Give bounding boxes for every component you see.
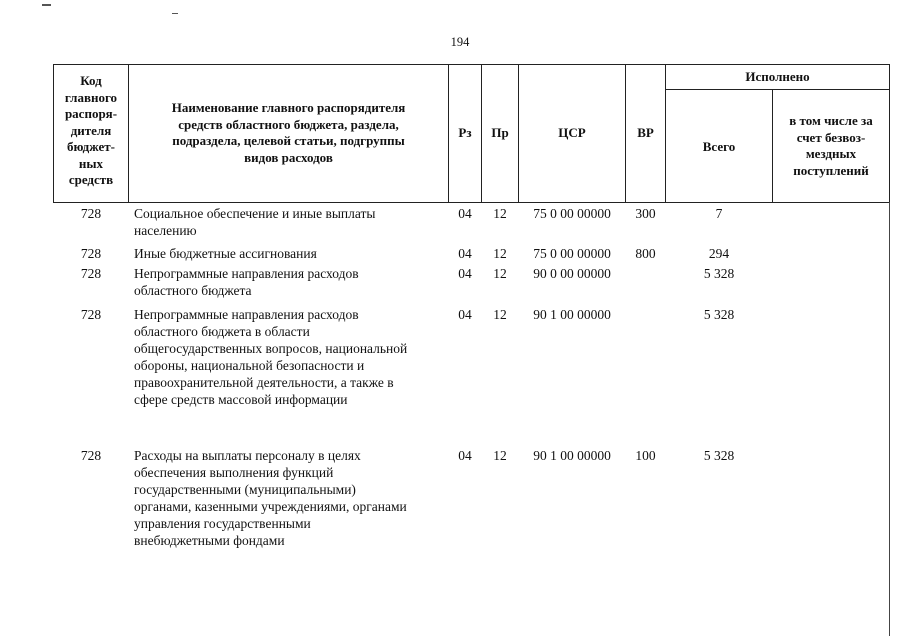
header-csr: ЦСР	[558, 125, 586, 140]
cell-rz: 04	[458, 246, 472, 261]
cell-pr: 12	[493, 307, 507, 322]
cell-pr: 12	[493, 206, 507, 221]
cell-csr: 90 1 00 00000	[533, 307, 611, 322]
header-executed: Исполнено	[745, 69, 810, 84]
cell-name: Непрограммные направления расходов областного бюджета	[134, 266, 359, 298]
cell-name: Расходы на выплаты персоналу в целях обеспечения выполнения функций государственными (муниципальными) органами, казенными учреждениями, органами управления государственными внебюджетными фондами	[134, 448, 407, 548]
cell-vr: 300	[635, 206, 656, 221]
cell-csr: 90 1 00 00000	[533, 448, 611, 463]
cell-pr: 12	[493, 246, 507, 261]
cell-code: 728	[80, 206, 102, 221]
header-rz: Рз	[458, 125, 472, 140]
cell-vr: 800	[635, 246, 656, 261]
header-total: Всего	[702, 139, 736, 154]
cell-name: Непрограммные направления расходов областного бюджета в области общегосударственных вопросов, национальной обороны, национальной безопасности и правоохранительной деятельности, а также в сфере средств массовой информации	[134, 307, 408, 407]
page-right-border	[889, 202, 890, 636]
cell-code: 728	[80, 307, 102, 322]
header-pr: Пр	[491, 125, 509, 140]
cell-rz: 04	[458, 206, 472, 221]
cell-code: 728	[80, 448, 102, 463]
cell-total: 7	[715, 206, 723, 221]
cell-name: Социальное обеспечение и иные выплаты населению	[134, 206, 376, 238]
cell-total: 294	[708, 246, 730, 261]
cell-rz: 04	[458, 307, 472, 322]
cell-csr: 75 0 00 00000	[533, 206, 611, 221]
cell-code: 728	[80, 246, 102, 261]
cell-pr: 12	[493, 448, 507, 463]
header-incl: в том числе за счет безвоз- мездных поступлений	[789, 113, 873, 178]
cell-rz: 04	[458, 266, 472, 281]
cell-total: 5 328	[703, 448, 735, 463]
cell-code: 728	[80, 266, 102, 281]
header-code: Код главного распоря- дителя бюджет- ных средств	[64, 73, 118, 187]
scan-artifact	[172, 13, 178, 14]
header-vr: ВР	[637, 125, 654, 140]
cell-vr: 100	[635, 448, 656, 463]
cell-total: 5 328	[703, 307, 735, 322]
cell-csr: 90 0 00 00000	[533, 266, 611, 281]
page-number: 194	[450, 35, 470, 49]
header-name: Наименование главного распорядителя средств областного бюджета, раздела, подраздела, целевой статьи, подгруппы видов расходов	[171, 100, 406, 165]
scan-artifact	[42, 4, 51, 6]
cell-pr: 12	[493, 266, 507, 281]
cell-rz: 04	[458, 448, 472, 463]
cell-total: 5 328	[703, 266, 735, 281]
cell-name: Иные бюджетные ассигнования	[134, 246, 317, 261]
cell-csr: 75 0 00 00000	[533, 246, 611, 261]
